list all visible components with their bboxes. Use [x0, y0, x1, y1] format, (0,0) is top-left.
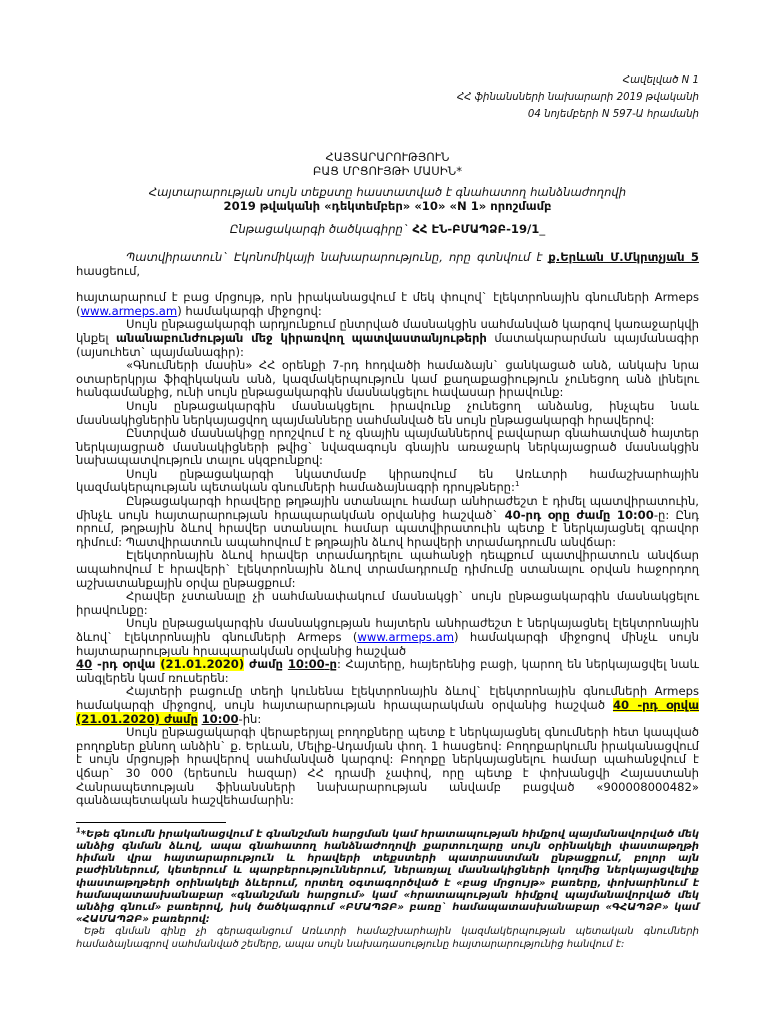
title-line-2: ԲԱՑ ՄՐՑՈՒՅԹԻ ՄԱՍԻՆ* — [312, 163, 463, 178]
title-line-4: 2019 թվականի «դեկտեմբեր» «10» «N 1» որոշմամբ — [223, 198, 552, 213]
appendix-line-1: Հավելված N 1 — [622, 75, 699, 86]
appendix-line-3: 04 նոյեմբերի N 597-Ա հրամանի — [527, 109, 699, 120]
title-line-1: ՀԱՅՏԱՐԱՐՈՒԹՅՈՒՆ — [325, 150, 450, 164]
deadline-date: (21.01.2020) — [160, 657, 245, 672]
appendix-line-2: ՀՀ ֆինանսների նախարարի 2019 թվականի — [456, 92, 699, 103]
procedure-code-label: Ընթացակարգի ծածկագիրը` — [229, 222, 409, 237]
paragraph-opening: Հայտերի բացումը տեղի կունենա էլեկտրոնային ձևով` էլեկտրոնային գնումների Armeps համակարգի միջոցով, սույն հայտարարության հրապարակման օրվանից հաշված 40 -րդ օրվա (21.01.2020) ժամը 10:00-ին: — [76, 684, 699, 726]
paragraph-law: «Գնումների մասին» ՀՀ օրենքի 7-րդ հոդվածի համաձայն` ցանկացած անձ, անկախ նրա օտարերկրյա ֆիզիկական անձ, կազմակերպություն կամ քաղաքացիություն չունեցող անձ լինելու հանգամանքից, ունի սույն ընթացակարգին մասնակցելու հավասար իրավունք: — [76, 358, 699, 400]
armeps-link-2[interactable]: www.armeps.am — [357, 630, 455, 644]
footnote-1: $^1$*Եթե գնումն իրականացվում է գնանշման հարցման կամ հրատապության հիմքով պայմանավորված մեկ անձից գնման ձևով, ապա գնահատող հանձնաժողովի քարտուղարը սույն օրինակելի փաստաթղթի հիման վրա հայտարարություն և հրավերի տեքստերի պատրաստման ընթացքում, բոլոր այն բաժիններում, կետերում և պարբերություններում, ներառյալ մասնակիցների կողմից ներկայացվելիք փաստաթղթերի օրինակելի ձևերում, որտեղ օգտագործված է «բաց մրցույթ» բառերը, փոխարինում է համապատասխանաբար «գնանշման հարցում» կամ «հրատապության հիմքով պայմանավորված մեկ անձից գնում» բառերով, իսկ ծածկագրում «ԲՄԱՊՁԲ» բառը` համապատասխանաբար «ԳՀԱՊՁԲ» կամ «ՀԱՄԱՊՁԲ» բառերով: — [76, 826, 699, 926]
paragraph-customer: Պատվիրատուն` Էկոնոմիկայի նախարարությունը, որը գտնվում է ք.Երևան Մ.Մկրտչյան 5 հասցեում, — [76, 249, 699, 278]
procedure-code-value: ՀՀ ԷՆ-ԲՄԱՊՁԲ-19/1 — [412, 222, 540, 237]
paragraph-not-receiving: Հրավեր չստանալը չի սահմանափակում մասնակցի` սույն ընթացակարգին մասնակցելու իրավունքը: — [76, 589, 699, 617]
paragraph-selection: Ընտրված մասնակիցը որոշվում է ոչ գնային պայմաններով բավարար գնահատված հայտեր ներկայացրած մասնակիցների թվից` նվազագույն գնային առաջարկ ներկայացրած մասնակցին նախապատվություն տալու սկզբունքով: — [76, 426, 699, 468]
paragraph-invitation: Ընթացակարգի հրավերը թղթային ստանալու համար անհրաժեշտ է դիմել պատվիրատուին, մինչև սույն հայտարարության հրապարակման օրվանից հաշված` 40-րդ օրը ժամը 10:00-ը: Ընդ որում, թղթային ձևով հրավեր ստանալու համար պատվիրատուին պետք է ներկայացնել գրավոր դիմում: Պատվիրատուն ապահովում է թղթային ձևով հրավերի տրամադրումն անվճար: — [76, 494, 699, 549]
customer-address: ք.Երևան Մ.Մկրտչյան 5 — [548, 249, 699, 264]
paragraph-electronic: Էլեկտրոնային ձևով հրավեր տրամադրելու պահանջի դեպքում պատվիրատուն անվճար ապահովում է հրավերի` էլեկտրոնային ձևով տրամադրումը դիմումը ստանալու օրվան հաջորդող աշխատանքային օրվա ընթացքում: — [76, 548, 699, 590]
paragraph-complaints: Սույն ընթացակարգի վերաբերյալ բողոքները պետք է ներկայացնել գնումների հետ կապված բողոքներ քննող անձին` ք. Երևան, Մելիք-Ադամյան փող. 1 հասցեով: Բողոքարկումն իրականացվում է սույն մրցույթի հրավերով սահմանված կարգով: Բողոքը ներկայացնելու համար պահանջվում է վճար` 30 000 (երեսուն հազար) ՀՀ դրամի չափով, որը պետք է փոխանցվի Հայաստանի Հանրապետության ֆինանսների նախարարության անվամբ բացված «900008000482» գանձապետական հաշվեհամարին: — [76, 725, 699, 808]
document-page — [76, 0, 699, 951]
paragraph-deadline: 40 -րդ օրվա (21.01.2020) ժամը 10:00-ը: Հայտերը, հայերենից բացի, կարող են ներկայացվել նաև անգլերեն կամ ռուսերեն: — [76, 657, 699, 685]
paragraph-bids: Սույն ընթացակարգին մասնակցության հայտերն անհրաժեշտ է ներկայացնել էլեկտրոնային ձևով` էլեկտրոնային գնումների Armeps (www.armeps.am) համակարգի միջոցով մինչև սույն հայտարարության հրապարակման օրվանից հաշված — [76, 616, 699, 658]
title-line-3: Հայտարարության սույն տեքստը հաստատված է գնահատող հանձնաժողովի — [148, 185, 627, 200]
paragraph-contract: Սույն ընթացակարգի արդյունքում ընտրված մասնակցին սահմանված կարգով կառաջարկվի կնքել անանաբունժության մեջ կիրառվող պատվաստանյութերի մատակարարման պայմանագիր (այսուհետ` պայմանագիր): — [76, 317, 699, 359]
footnote-2: Եթե գնման գինը չի գերազանցում Առևտրի համաշխարհային կազմակերպության պետական գնումների համաձայնագրով սահմանված շեմերը, ապա սույն նախադասությունը հայտարարությունից հանվում է: — [76, 926, 699, 950]
footnote-divider — [76, 822, 226, 823]
procedure-code: Ընթացակարգի ծածկագիրը` ՀՀ ԷՆ-ԲՄԱՊՁԲ-19/1_ — [229, 222, 546, 237]
announcement-title — [76, 151, 699, 237]
footnote-ref: 1 — [514, 480, 520, 489]
opening-date: 40 -րդ օրվա (21.01.2020) ժամը — [76, 697, 699, 726]
paragraph-announce: հայտարարում է բաց մրցույթ, որն իրականացվում է մեկ փուլով` էլեկտրոնային գնումների Armeps (www.armeps.am) համակարգի միջոցով: — [76, 290, 699, 318]
paragraph-wto: Սույն ընթացակարգի նկատմամբ կիրառվում են Առևտրի համաշխարհային կազմակերպության պետական գնումների համաձայնագրի դրույթները:$^1$ — [76, 466, 699, 495]
paragraph-rights: Սույն ընթացակարգին մասնակցելու իրավունք չունեցող անձանց, ինչպես նաև մասնակիցներին ներկայացվող պայմանները սահմանված են սույն ընթացակարգի հրավերով: — [76, 398, 699, 427]
armeps-link[interactable]: www.armeps.am — [80, 303, 178, 318]
appendix-header — [76, 72, 699, 123]
